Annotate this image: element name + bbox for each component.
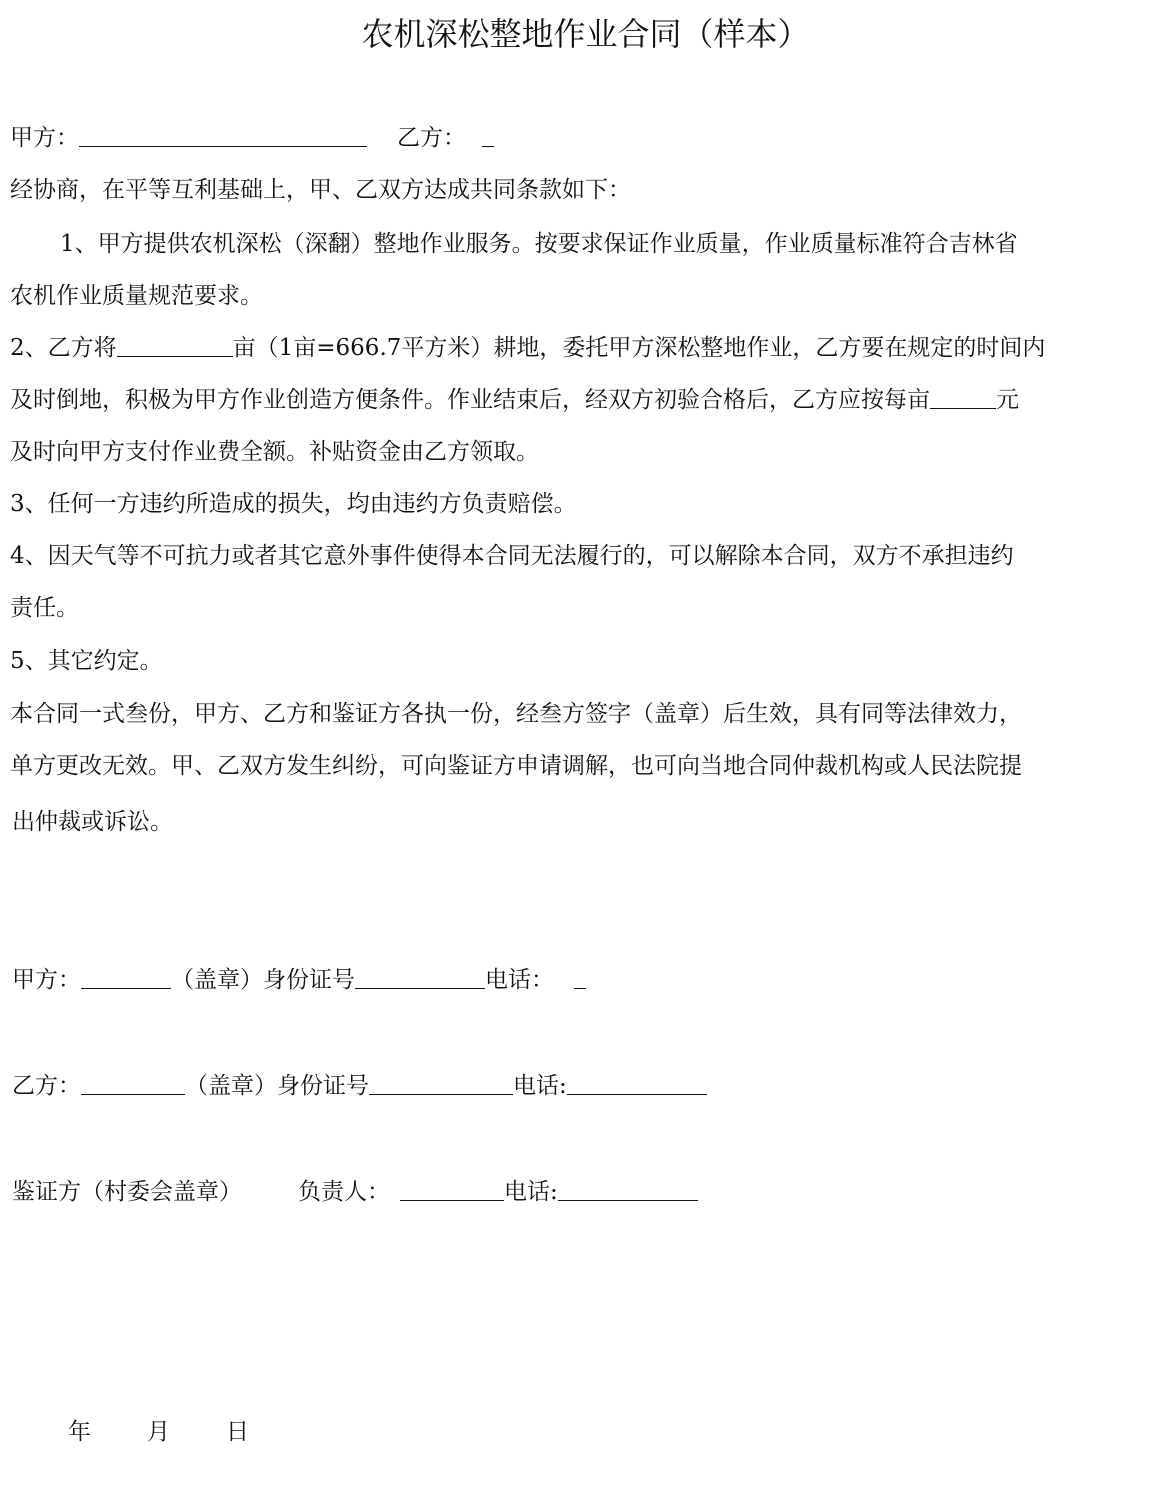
- clause-2-line-3: 及时向甲方支付作业费全额。补贴资金由乙方领取。: [10, 439, 539, 465]
- signature-party-a: [12, 964, 586, 996]
- party-a-name-blank[interactable]: [79, 122, 367, 147]
- signature-witness: [12, 1176, 698, 1208]
- signature-party-b: [12, 1070, 707, 1102]
- sig-party-a-label: 甲方：: [12, 967, 81, 993]
- sig-party-a-id-blank[interactable]: [355, 964, 485, 989]
- clause-2-prefix: 2、乙方将: [10, 335, 117, 361]
- clause-4-line-2: 责任。: [10, 595, 79, 621]
- sig-witness-phone-blank[interactable]: [558, 1176, 698, 1201]
- clause-5: 5、其它约定。: [10, 648, 163, 674]
- clause-3: 3、任何一方违约所造成的损失，均由违约方负责赔偿。: [10, 491, 577, 517]
- sig-witness-person-blank[interactable]: [400, 1176, 504, 1201]
- acreage-blank[interactable]: [117, 332, 233, 357]
- closing-line-2: 单方更改无效。甲、乙双方发生纠纷，可向鉴证方申请调解，也可向当地合同仲裁机构或人民法院提: [10, 753, 1022, 779]
- clause-1-line-1: 1、甲方提供农机深松（深翻）整地作业服务。按要求保证作业质量，作业质量标准符合吉林省: [60, 231, 1018, 257]
- party-b-name-blank[interactable]: [482, 122, 494, 147]
- currency-unit: 元: [996, 387, 1019, 413]
- sig-party-b-label: 乙方：: [12, 1073, 81, 1099]
- sig-party-b-seal-id: （盖章）身份证号: [185, 1073, 369, 1099]
- intro-text: 经协商，在平等互利基础上，甲、乙双方达成共同条款如下：: [10, 177, 631, 203]
- price-per-mu-blank[interactable]: [930, 384, 996, 409]
- party-b-label: 乙方：: [397, 125, 466, 151]
- sig-witness-person-label: 负责人：: [298, 1179, 390, 1205]
- sig-witness-phone-label: 电话:: [504, 1179, 558, 1205]
- sig-party-a-name-blank[interactable]: [81, 964, 171, 989]
- document-title: 农机深松整地作业合同（样本）: [361, 15, 810, 53]
- date-year: 年: [68, 1419, 91, 1445]
- closing-line-1: 本合同一式叁份，甲方、乙方和鉴证方各执一份，经叁方签字（盖章）后生效，具有同等法律效力，: [10, 701, 1022, 727]
- sig-party-b-phone-blank[interactable]: [567, 1070, 707, 1095]
- clause-2-line-1: [10, 332, 1045, 364]
- date-line: [68, 1416, 249, 1448]
- sig-party-b-name-blank[interactable]: [81, 1070, 185, 1095]
- clause-1-line-2: 农机作业质量规范要求。: [10, 283, 263, 309]
- party-a-label: 甲方：: [10, 125, 79, 151]
- closing-line-3: 出仲裁或诉讼。: [12, 809, 173, 835]
- date-day: 日: [226, 1419, 249, 1445]
- clause-2-suffix: 亩（1亩=666.7平方米）耕地，委托甲方深松整地作业，乙方要在规定的时间内: [232, 335, 1046, 361]
- sig-party-a-phone-label: 电话：: [485, 967, 554, 993]
- sig-party-a-phone-blank[interactable]: [574, 964, 586, 989]
- clause-2-line-2-text: 及时倒地，积极为甲方作业创造方便条件。作业结束后，经双方初验合格后，乙方应按每亩: [10, 387, 930, 413]
- date-month: 月: [147, 1419, 170, 1445]
- sig-party-a-seal-id: （盖章）身份证号: [171, 967, 355, 993]
- sig-witness-label: 鉴证方（村委会盖章）: [12, 1179, 242, 1205]
- parties-line: [10, 122, 494, 154]
- sig-party-b-phone-label: 电话:: [513, 1073, 567, 1099]
- sig-party-b-id-blank[interactable]: [369, 1070, 513, 1095]
- clause-2-line-2: [10, 384, 1019, 416]
- clause-4-line-1: 4、因天气等不可抗力或者其它意外事件使得本合同无法履行的，可以解除本合同，双方不承担违约: [10, 543, 1014, 569]
